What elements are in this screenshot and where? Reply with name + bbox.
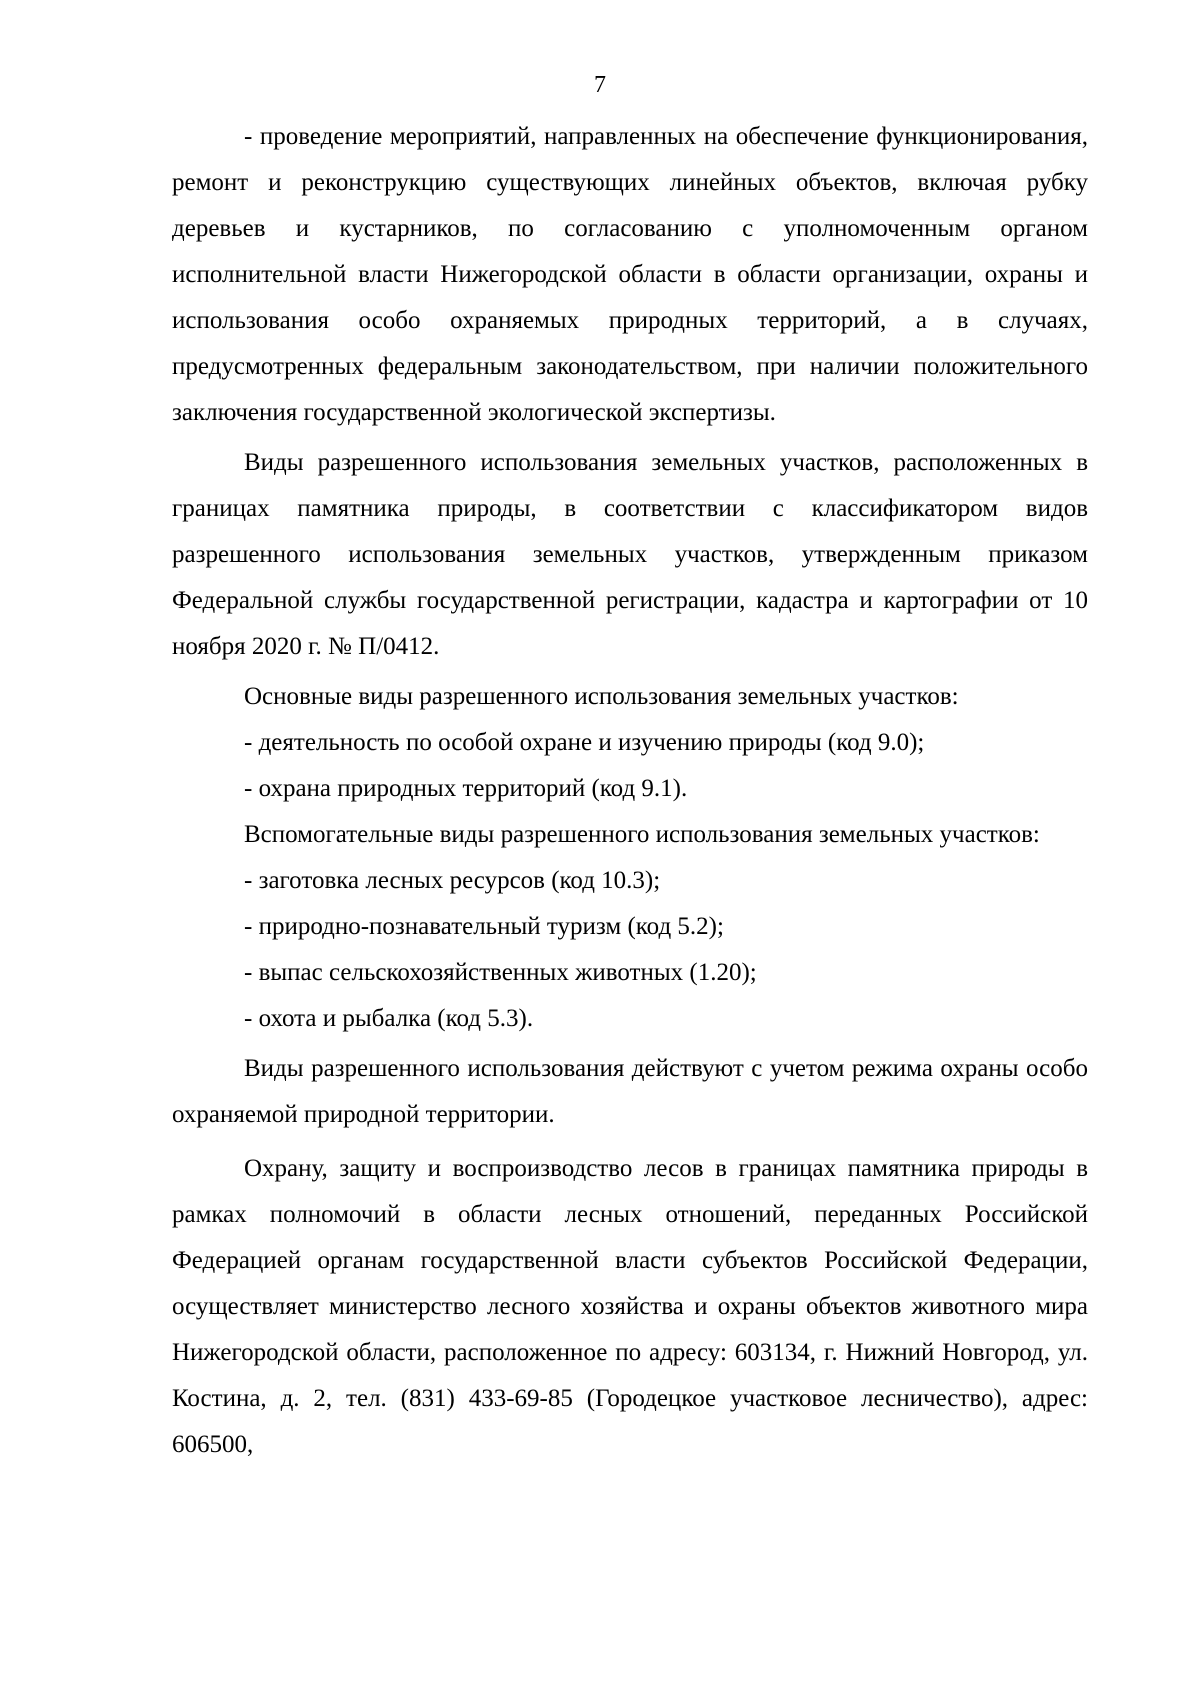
list-item-auxiliary-use-1: - заготовка лесных ресурсов (код 10.3);: [244, 867, 661, 894]
list-item-main-use-2: - охрана природных территорий (код 9.1).: [244, 775, 688, 802]
paragraph-main-land-use-heading: Основные виды разрешенного использования земельных участков:: [244, 683, 959, 710]
paragraph-linear-objects: - проведение мероприятий, направленных на обеспечение функционирования, ремонт и реконструкцию существующих линейных объектов, включая рубку деревьев и кустарников, по согласованию с уполномоченным органом исполнительной власти Нижегородской области в области организации, охраны и использования особо охраняемых природных территорий, а в случаях, предусмотренных федеральным законодательством, при наличии положительного заключения государственной экологической экспертизы.: [172, 123, 1088, 426]
document-body: [172, 114, 1088, 1468]
paragraph-auxiliary-land-use-heading: Вспомогательные виды разрешенного использования земельных участков:: [244, 821, 1040, 848]
paragraph-protection-regime: Виды разрешенного использования действуют с учетом режима охраны особо охраняемой природной территории.: [172, 1055, 1088, 1128]
list-item-auxiliary-use-4: - охота и рыбалка (код 5.3).: [244, 1005, 534, 1032]
list-item-auxiliary-use-3: - выпас сельскохозяйственных животных (1.20);: [244, 959, 757, 986]
list-item-main-use-1: - деятельность по особой охране и изучению природы (код 9.0);: [244, 729, 925, 756]
list-item-auxiliary-use-2: - природно-познавательный туризм (код 5.2);: [244, 913, 724, 940]
page-number: 7: [594, 72, 606, 98]
paragraph-land-use-types-intro: Виды разрешенного использования земельных участков, расположенных в границах памятника природы, в соответствии с классификатором видов разрешенного использования земельных участков, утвержденным приказом Федеральной службы государственной регистрации, кадастра и картографии от 10 ноября 2020 г. № П/0412.: [172, 449, 1088, 660]
paragraph-forest-protection: Охрану, защиту и воспроизводство лесов в границах памятника природы в рамках полномочий в области лесных отношений, переданных Российской Федерацией органам государственной власти субъектов Российской Федерации, осуществляет министерство лесного хозяйства и охраны объектов животного мира Нижегородской области, расположенное по адресу: 603134, г. Нижний Новгород, ул. Костина, д. 2, тел. (831) 433-69-85 (Городецкое участковое лесничество), адрес: 606500,: [172, 1155, 1088, 1458]
